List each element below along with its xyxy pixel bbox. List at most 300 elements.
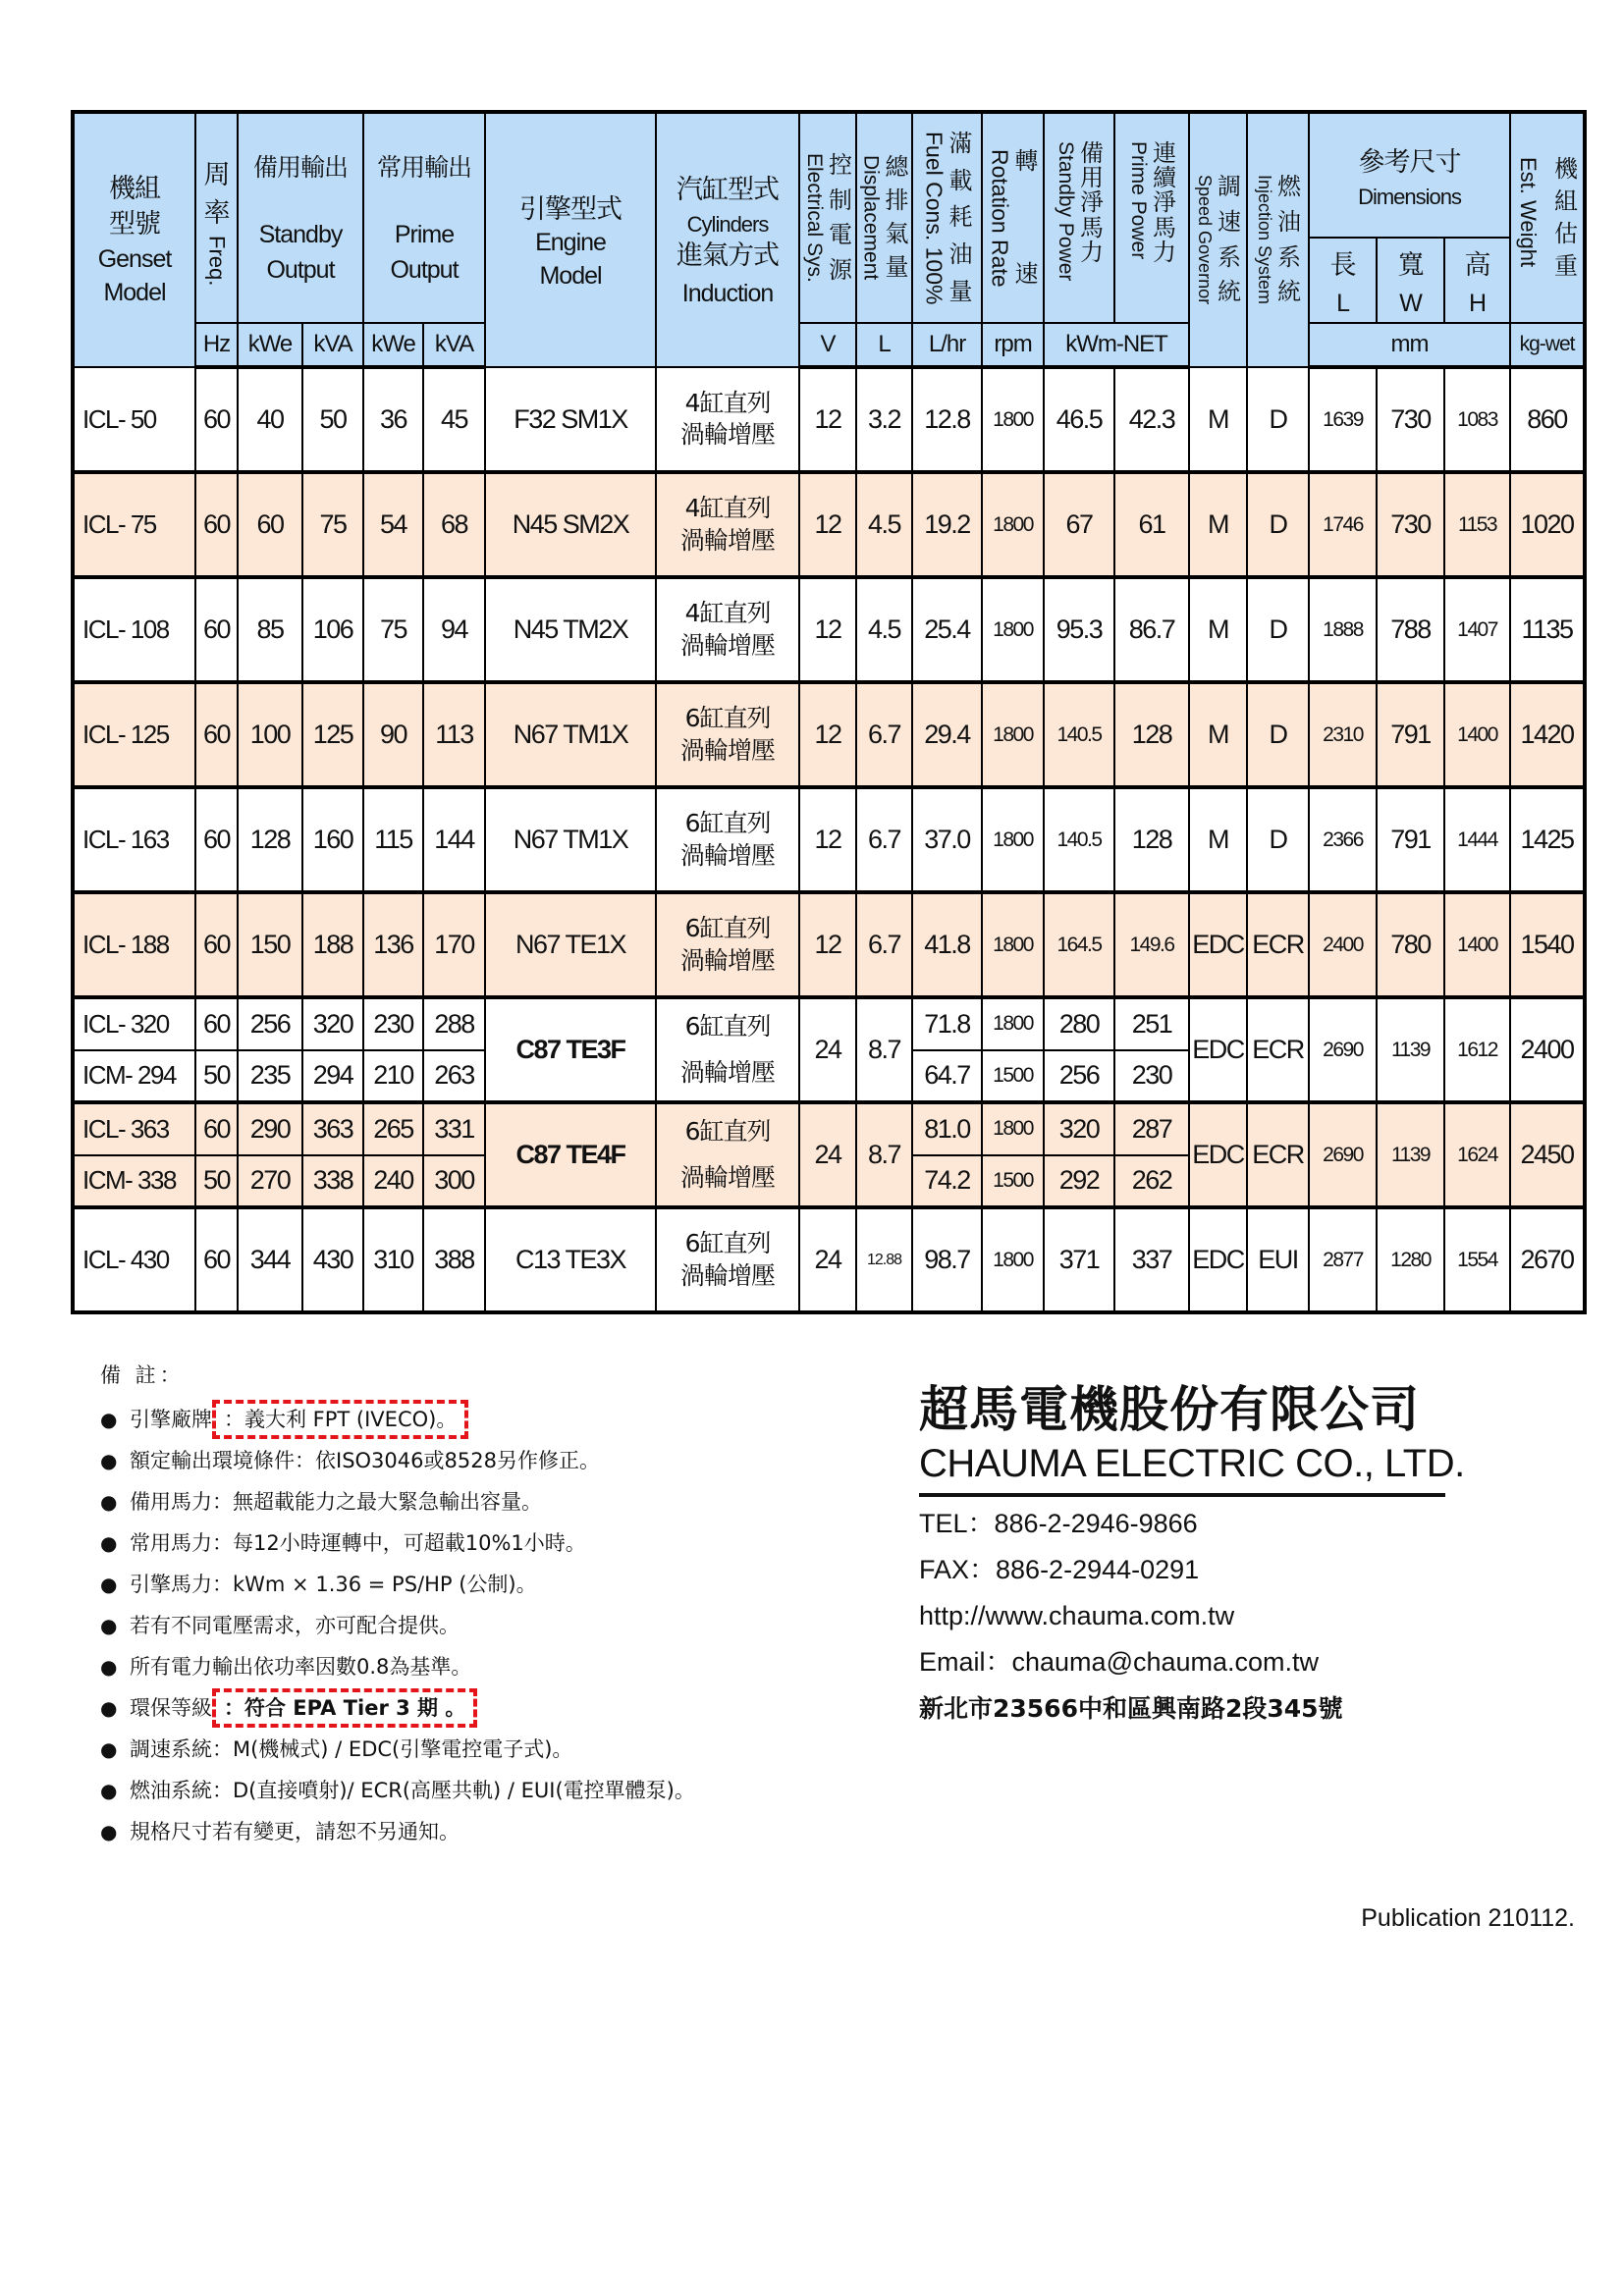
header-char: 排: [885, 187, 908, 215]
cell-injection: ECR: [1247, 997, 1309, 1102]
cell-prime-kwm: 251: [1114, 997, 1189, 1050]
note-item: [100, 1729, 695, 1770]
cell-standby-kva: 50: [302, 367, 363, 472]
cell-length: 2877: [1309, 1207, 1377, 1312]
header-frequency: [195, 112, 238, 323]
header-char: 重: [1554, 252, 1578, 281]
cell-standby-kva: 75: [302, 472, 363, 577]
cell-model: ICL- 163: [73, 787, 195, 892]
header-char: 油: [1277, 208, 1301, 237]
unit-standby-kwe: kWe: [238, 323, 302, 367]
header-text: 汽缸型式: [677, 175, 780, 205]
cell-injection: EUI: [1247, 1207, 1309, 1312]
header-text: Engine: [535, 229, 606, 256]
cell-voltage: 12: [799, 787, 856, 892]
cell-injection: D: [1247, 577, 1309, 682]
bullet-icon: ●: [100, 1449, 118, 1472]
header-char: 制: [829, 186, 852, 214]
header-text: Genset: [97, 244, 172, 273]
cell-prime-kwe: 90: [363, 682, 423, 787]
cell-engine-model: N67 TM1X: [485, 787, 656, 892]
cell-hz: 60: [195, 682, 238, 787]
cell-prime-kva: 68: [423, 472, 485, 577]
cell-prime-kva: 288: [423, 997, 485, 1050]
table-row: [73, 997, 1585, 1050]
cell-hz: 60: [195, 1102, 238, 1155]
header-char: 轉: [1014, 146, 1038, 175]
header-char: 系: [1277, 242, 1301, 271]
note-item: [100, 1440, 695, 1481]
header-est-weight: [1510, 112, 1585, 323]
cell-rpm: 1800: [982, 892, 1044, 997]
bullet-icon: ●: [100, 1737, 118, 1761]
cell-engine-model: N67 TE1X: [485, 892, 656, 997]
cell-standby-kva: 160: [302, 787, 363, 892]
table-row: [73, 892, 1585, 997]
company-name-en: CHAUMA ELECTRIC CO., LTD.: [919, 1442, 1465, 1485]
header-char: 備: [1080, 139, 1104, 168]
header-text: Displacement: [859, 155, 883, 281]
publication-code: Publication 210112.: [1361, 1904, 1575, 1932]
note-text: 常用馬力：每12小時運轉中，可超載10%1小時。: [130, 1531, 586, 1555]
cell-weight: 1020: [1510, 472, 1585, 577]
header-text: Model: [539, 262, 602, 290]
unit-kg-wet: kg-wet: [1510, 323, 1585, 367]
cell-weight: 1425: [1510, 787, 1585, 892]
cell-injection: ECR: [1247, 892, 1309, 997]
header-char: 耗: [948, 203, 972, 232]
company-fax: FAX：886-2-2944-0291: [919, 1555, 1200, 1584]
cell-model: ICL- 320: [73, 997, 195, 1050]
cell-displacement: 8.7: [856, 1102, 912, 1207]
table-row: [73, 367, 1585, 472]
header-standby-power: [1044, 112, 1114, 323]
cell-prime-kva: 388: [423, 1207, 485, 1312]
cell-length: 1888: [1309, 577, 1377, 682]
cell-governor: EDC: [1189, 1102, 1247, 1207]
header-char: 力: [1153, 238, 1176, 266]
header-char: 源: [829, 255, 852, 284]
note-text: 額定輸出環境條件：依ISO3046或8528另作修正。: [130, 1449, 600, 1472]
note-item: [100, 1770, 695, 1811]
note-text: 燃油系統：D(直接噴射)/ ECR(高壓共軌) / EUI(電控單體泵)。: [130, 1779, 695, 1802]
cell-prime-kva: 300: [423, 1155, 485, 1208]
unit-volt: V: [799, 323, 856, 367]
header-text: Speed Governor: [1195, 175, 1216, 305]
cell-standby-kwe: 344: [238, 1207, 302, 1312]
cell-height: 1400: [1444, 682, 1510, 787]
header-char: 速: [1218, 208, 1241, 237]
header-char: 估: [1554, 220, 1578, 247]
cylinder-text: 渦輪增壓: [680, 525, 776, 555]
notes-title: 備 註：: [100, 1363, 185, 1387]
unit-mm: mm: [1309, 323, 1510, 367]
header-char: 總: [885, 153, 908, 182]
cell-engine-model: C13 TE3X: [485, 1207, 656, 1312]
cell-prime-kwm: 337: [1114, 1207, 1189, 1312]
cell-prime-kva: 113: [423, 682, 485, 787]
cylinder-text: 渦輪增壓: [680, 735, 776, 765]
cell-prime-kva: 94: [423, 577, 485, 682]
header-text: Prime Power: [1127, 141, 1151, 260]
cylinder-text: 渦輪增壓: [680, 945, 776, 975]
header-text: 進氣方式: [677, 240, 780, 271]
note-item: [100, 1811, 695, 1852]
header-text: 寬: [1397, 249, 1424, 281]
cell-displacement: 4.5: [856, 577, 912, 682]
unit-hz: Hz: [195, 323, 238, 367]
cell-model: ICL- 125: [73, 682, 195, 787]
cell-displacement: 3.2: [856, 367, 912, 472]
cell-height: 1624: [1444, 1102, 1510, 1207]
cell-prime-kwe: 36: [363, 367, 423, 472]
unit-lhr: L/hr: [912, 323, 982, 367]
cell-hz: 60: [195, 892, 238, 997]
cell-standby-kwe: 270: [238, 1155, 302, 1208]
cell-height: 1153: [1444, 472, 1510, 577]
header-text: Est. Weight: [1516, 156, 1542, 267]
header-char: 用: [1080, 164, 1104, 192]
bullet-icon: ●: [100, 1408, 118, 1431]
cell-fuel: 74.2: [912, 1155, 982, 1208]
header-text: 周: [203, 160, 230, 191]
note-item: [100, 1564, 695, 1605]
cell-displacement: 4.5: [856, 472, 912, 577]
cell-standby-kva: 294: [302, 1050, 363, 1103]
cell-engine-model: F32 SM1X: [485, 367, 656, 472]
cylinder-text: 6缸直列: [684, 1012, 771, 1041]
header-text: Fuel Cons. 100%: [921, 131, 947, 305]
cell-model: ICL- 50: [73, 367, 195, 472]
header-char: 燃: [1277, 173, 1301, 201]
cell-prime-kwm: 86.7: [1114, 577, 1189, 682]
header-char: 速: [1014, 260, 1038, 289]
header-text: Dimensions: [1358, 185, 1461, 209]
cell-prime-kwe: 240: [363, 1155, 423, 1208]
header-prime-power: [1114, 112, 1189, 323]
cell-cylinders-induction: [656, 1207, 799, 1312]
bullet-icon: ●: [100, 1820, 118, 1843]
cell-prime-kwm: 149.6: [1114, 892, 1189, 997]
note-text: 若有不同電壓需求，亦可配合提供。: [130, 1614, 460, 1637]
cell-cylinders-induction: [656, 367, 799, 472]
table-row: [73, 1102, 1585, 1155]
cylinder-text: 渦輪增壓: [680, 840, 776, 870]
cell-governor: EDC: [1189, 997, 1247, 1102]
header-text: 長: [1329, 249, 1356, 281]
bullet-icon: ●: [100, 1696, 118, 1720]
unit-prime-kwe: kWe: [363, 323, 423, 367]
cell-prime-kwm: 42.3: [1114, 367, 1189, 472]
header-genset-model: [73, 112, 195, 367]
cell-voltage: 24: [799, 997, 856, 1102]
cell-prime-kwm: 262: [1114, 1155, 1189, 1208]
cylinder-text: 渦輪增壓: [680, 1057, 776, 1087]
note-label: 引擎廠牌: [130, 1408, 212, 1431]
header-cylinders-induction: [656, 112, 799, 367]
cell-standby-kwe: 85: [238, 577, 302, 682]
bullet-icon: ●: [100, 1614, 118, 1637]
header-speed-governor: [1189, 112, 1247, 367]
cell-length: 2366: [1309, 787, 1377, 892]
cell-hz: 50: [195, 1050, 238, 1103]
cell-width: 1139: [1377, 997, 1444, 1102]
header-width: [1377, 238, 1444, 323]
header-text: Prime: [394, 221, 455, 248]
cell-rpm: 1800: [982, 577, 1044, 682]
header-text: 型號: [109, 208, 160, 240]
cell-cylinders-induction: [656, 1102, 799, 1207]
header-text: 率: [203, 198, 230, 230]
cell-standby-kwe: 60: [238, 472, 302, 577]
cell-injection: ECR: [1247, 1102, 1309, 1207]
cell-injection: D: [1247, 367, 1309, 472]
cylinder-text: 6缸直列: [684, 914, 771, 942]
cell-standby-kwe: 100: [238, 682, 302, 787]
table-row: [73, 682, 1585, 787]
header-char: 馬: [1153, 213, 1176, 241]
header-char: 連: [1153, 139, 1176, 168]
header-char: 電: [829, 221, 852, 249]
cell-prime-kwe: 115: [363, 787, 423, 892]
divider: [919, 1493, 1445, 1497]
bullet-icon: ●: [100, 1490, 118, 1514]
cell-engine-model: C87 TE3F: [485, 997, 656, 1102]
header-char: 量: [885, 253, 908, 282]
cell-rpm: 1800: [982, 1207, 1044, 1312]
table-row: [73, 787, 1585, 892]
company-address: 新北市23566中和區興南路2段345號: [919, 1694, 1343, 1723]
cell-injection: D: [1247, 787, 1309, 892]
cell-displacement: 6.7: [856, 787, 912, 892]
header-text: L: [1336, 289, 1349, 317]
cell-standby-kwe: 256: [238, 997, 302, 1050]
cell-prime-kva: 144: [423, 787, 485, 892]
cell-engine-model: N45 SM2X: [485, 472, 656, 577]
cylinder-text: 6缸直列: [684, 1117, 771, 1146]
cell-governor: M: [1189, 787, 1247, 892]
cell-standby-kwm: 95.3: [1044, 577, 1114, 682]
cell-model: ICL- 188: [73, 892, 195, 997]
note-item: [100, 1646, 695, 1687]
header-text: Electrical Sys.: [803, 153, 827, 283]
cell-prime-kwe: 230: [363, 997, 423, 1050]
cell-model: ICL- 363: [73, 1102, 195, 1155]
cell-fuel: 29.4: [912, 682, 982, 787]
header-char: 組: [1554, 187, 1578, 215]
cell-rpm: 1800: [982, 367, 1044, 472]
cell-standby-kva: 106: [302, 577, 363, 682]
cell-prime-kva: 45: [423, 367, 485, 472]
cell-fuel: 71.8: [912, 997, 982, 1050]
header-engine-model: [485, 112, 656, 367]
header-char: 統: [1277, 278, 1301, 306]
cell-standby-kwm: 46.5: [1044, 367, 1114, 472]
cell-engine-model: N67 TM1X: [485, 682, 656, 787]
cell-standby-kwm: 256: [1044, 1050, 1114, 1103]
header-char: 量: [948, 278, 972, 306]
header-text: Injection System: [1255, 175, 1275, 305]
table-row: [73, 1207, 1585, 1312]
cell-prime-kwm: 128: [1114, 682, 1189, 787]
header-char: 調: [1218, 173, 1241, 201]
cell-fuel: 98.7: [912, 1207, 982, 1312]
cell-rpm: 1500: [982, 1050, 1044, 1103]
cell-width: 1139: [1377, 1102, 1444, 1207]
header-char: 控: [829, 151, 852, 180]
cell-model: ICL- 430: [73, 1207, 195, 1312]
note-highlight: ：義大利 FPT (IVECO)。: [212, 1400, 468, 1439]
header-text: Standby Power: [1055, 141, 1078, 282]
header-text: Rotation Rate: [987, 148, 1013, 288]
cell-displacement: 8.7: [856, 997, 912, 1102]
cell-standby-kva: 188: [302, 892, 363, 997]
cell-standby-kwe: 290: [238, 1102, 302, 1155]
cell-governor: M: [1189, 682, 1247, 787]
cell-fuel: 64.7: [912, 1050, 982, 1103]
header-text: 備用輸出: [253, 153, 349, 182]
cell-standby-kwm: 140.5: [1044, 682, 1114, 787]
cell-length: 2690: [1309, 1102, 1377, 1207]
cell-standby-kwm: 164.5: [1044, 892, 1114, 997]
company-tel: TEL：886-2-2946-9866: [919, 1509, 1198, 1538]
cell-rpm: 1800: [982, 997, 1044, 1050]
cell-prime-kwe: 310: [363, 1207, 423, 1312]
company-website-link[interactable]: http://www.chauma.com.tw: [919, 1601, 1235, 1630]
cell-standby-kwm: 292: [1044, 1155, 1114, 1208]
cell-voltage: 12: [799, 682, 856, 787]
header-char: 統: [1218, 278, 1241, 306]
cell-cylinders-induction: [656, 997, 799, 1102]
cell-fuel: 12.8: [912, 367, 982, 472]
header-text: 機組: [109, 173, 160, 204]
note-text: 備用馬力：無超載能力之最大緊急輸出容量。: [130, 1490, 542, 1514]
cell-rpm: 1800: [982, 682, 1044, 787]
cell-width: 791: [1377, 787, 1444, 892]
cell-model: ICL- 75: [73, 472, 195, 577]
cell-standby-kva: 320: [302, 997, 363, 1050]
cell-standby-kwm: 320: [1044, 1102, 1114, 1155]
cell-voltage: 24: [799, 1102, 856, 1207]
cell-standby-kwm: 280: [1044, 997, 1114, 1050]
cell-length: 1639: [1309, 367, 1377, 472]
cell-governor: EDC: [1189, 1207, 1247, 1312]
cell-rpm: 1800: [982, 472, 1044, 577]
cylinder-text: 4缸直列: [684, 388, 771, 417]
cell-height: 1612: [1444, 997, 1510, 1102]
bullet-icon: ●: [100, 1573, 118, 1596]
cell-model: ICL- 108: [73, 577, 195, 682]
note-text: 引擎馬力：kWm × 1.36 = PS/HP (公制)。: [130, 1573, 537, 1596]
cell-standby-kwm: 140.5: [1044, 787, 1114, 892]
note-item: [100, 1481, 695, 1522]
cell-height: 1444: [1444, 787, 1510, 892]
cell-fuel: 81.0: [912, 1102, 982, 1155]
cell-length: 1746: [1309, 472, 1377, 577]
cell-height: 1554: [1444, 1207, 1510, 1312]
note-item: [100, 1687, 695, 1729]
cell-voltage: 12: [799, 577, 856, 682]
cell-model: ICM- 294: [73, 1050, 195, 1103]
cell-cylinders-induction: [656, 787, 799, 892]
cell-standby-kwe: 150: [238, 892, 302, 997]
cell-governor: M: [1189, 577, 1247, 682]
cell-prime-kva: 331: [423, 1102, 485, 1155]
cylinder-text: 渦輪增壓: [680, 630, 776, 660]
header-displacement: [856, 112, 912, 323]
cell-length: 2400: [1309, 892, 1377, 997]
cell-weight: 1420: [1510, 682, 1585, 787]
cell-cylinders-induction: [656, 682, 799, 787]
cell-weight: 860: [1510, 367, 1585, 472]
unit-rpm: rpm: [982, 323, 1044, 367]
cell-engine-model: C87 TE4F: [485, 1102, 656, 1207]
cell-weight: 1540: [1510, 892, 1585, 997]
bullet-icon: ●: [100, 1779, 118, 1802]
cell-hz: 60: [195, 577, 238, 682]
cell-cylinders-induction: [656, 577, 799, 682]
header-char: 續: [1153, 164, 1176, 192]
header-char: 淨: [1080, 188, 1104, 217]
cylinder-text: 6缸直列: [684, 704, 771, 732]
cell-width: 730: [1377, 472, 1444, 577]
header-dimensions: [1309, 112, 1510, 238]
header-text: W: [1399, 289, 1422, 317]
cell-fuel: 19.2: [912, 472, 982, 577]
cylinder-text: 渦輪增壓: [680, 1260, 776, 1290]
unit-kwm-net: kWm-NET: [1044, 323, 1189, 367]
cell-weight: 2450: [1510, 1102, 1585, 1207]
cylinder-text: 渦輪增壓: [680, 1162, 776, 1192]
note-label: 環保等級: [130, 1696, 212, 1720]
cell-weight: 2400: [1510, 997, 1585, 1102]
header-text: Standby: [258, 221, 343, 248]
cell-standby-kwm: 371: [1044, 1207, 1114, 1312]
cell-displacement: 6.7: [856, 892, 912, 997]
header-text: Freq.: [204, 236, 230, 287]
header-text: Model: [103, 278, 166, 306]
cell-standby-kva: 125: [302, 682, 363, 787]
header-char: 滿: [948, 129, 972, 157]
cell-standby-kwm: 67: [1044, 472, 1114, 577]
genset-spec-table: [71, 110, 1587, 1314]
company-info: [919, 1379, 1465, 1732]
cell-hz: 60: [195, 1207, 238, 1312]
header-text: 引擎型式: [519, 194, 623, 225]
header-char: 機: [1554, 154, 1578, 183]
header-standby-output: [238, 112, 363, 323]
header-char: 馬: [1080, 213, 1104, 241]
company-email-link[interactable]: Email：chauma@chauma.com.tw: [919, 1647, 1320, 1677]
header-rotation-rate: [982, 112, 1044, 323]
header-char: 油: [948, 240, 972, 269]
unit-liter: L: [856, 323, 912, 367]
header-text: Output: [390, 256, 459, 284]
unit-prime-kva: kVA: [423, 323, 485, 367]
cell-prime-kwe: 136: [363, 892, 423, 997]
header-prime-output: [363, 112, 485, 323]
cell-voltage: 24: [799, 1207, 856, 1312]
table-row: [73, 472, 1585, 577]
cell-standby-kva: 430: [302, 1207, 363, 1312]
header-text: Cylinders: [686, 212, 769, 237]
cell-rpm: 1800: [982, 787, 1044, 892]
bullet-icon: ●: [100, 1531, 118, 1555]
cell-prime-kva: 263: [423, 1050, 485, 1103]
note-item: [100, 1399, 695, 1440]
cell-standby-kva: 363: [302, 1102, 363, 1155]
cell-fuel: 37.0: [912, 787, 982, 892]
